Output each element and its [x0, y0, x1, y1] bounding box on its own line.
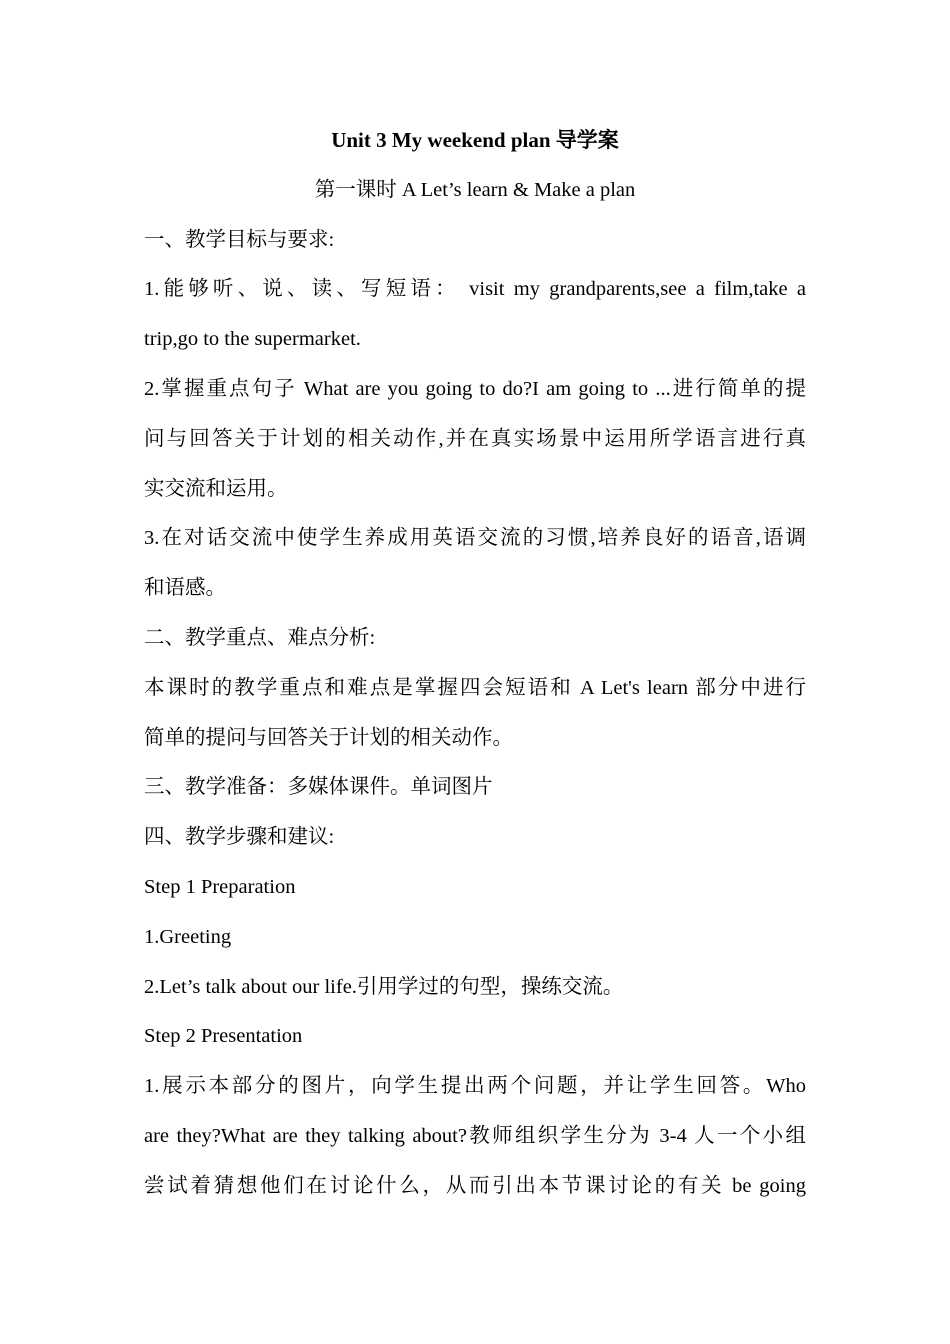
text-line: 1.Greeting: [144, 925, 232, 948]
text-line: 简单的提问与回答关于计划的相关动作。: [144, 726, 513, 749]
document-title: Unit 3 My weekend plan 导学案: [331, 128, 619, 152]
text-line: 2.Let’s talk about our life.引用学过的句型，操练交流。: [144, 975, 624, 998]
text-line: 本课时的教学重点和难点是掌握四会短语和 A Let's learn 部分中进行: [144, 676, 806, 699]
text-line: are they?What are they talking about?教师组织学生分为 3-4 人一个小组: [144, 1124, 806, 1147]
section-heading-objectives: 一、教学目标与要求:: [144, 228, 335, 251]
lesson-subtitle: 第一课时 A Let’s learn & Make a plan: [314, 178, 636, 201]
text-line: 实交流和运用。: [144, 477, 288, 500]
section-heading-steps: 四、教学步骤和建议:: [144, 826, 335, 849]
step-heading: Step 1 Preparation: [144, 875, 296, 898]
section-heading-key-points: 二、教学重点、难点分析:: [144, 626, 376, 649]
text-line: 3.在对话交流中使学生养成用英语交流的习惯,培养良好的语音,语调: [144, 527, 806, 550]
step-heading: Step 2 Presentation: [144, 1025, 303, 1048]
text-line: trip,go to the supermarket.: [144, 328, 361, 351]
section-heading-preparation: 三、教学准备：多媒体课件。单词图片: [144, 776, 493, 799]
text-line: 1.展示本部分的图片，向学生提出两个问题，并让学生回答。Who: [144, 1075, 806, 1098]
text-line: 尝试着猜想他们在讨论什么，从而引出本节课讨论的有关 be going: [144, 1174, 806, 1197]
text-line: 问与回答关于计划的相关动作,并在真实场景中运用所学语言进行真: [144, 427, 806, 450]
text-line: 2.掌握重点句子 What are you going to do?I am going to ...进行简单的提: [144, 377, 806, 400]
text-line: 和语感。: [144, 577, 226, 600]
text-line: 1.能够听、说、读、写短语： visit my grandparents,see a film,take a: [144, 278, 806, 301]
document-body: [144, 116, 806, 1212]
